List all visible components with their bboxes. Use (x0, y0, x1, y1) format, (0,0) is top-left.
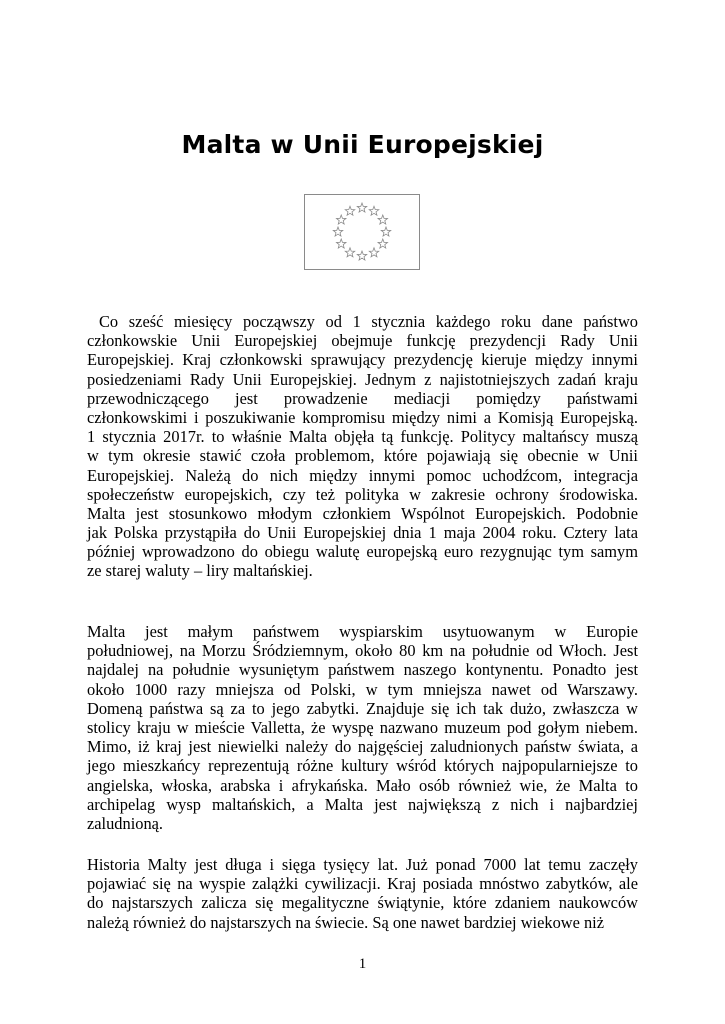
paragraph-line: archipelag wysp maltańskich, a Malta jest największą z nich i najbardziej (87, 794, 638, 814)
paragraph-line: zaludnioną. (87, 813, 164, 833)
paragraph-line: Mimo, iż kraj jest niewielki należy do najgęściej zaludnionych państw świata, a (87, 737, 638, 757)
paragraph-line: Europejskiej. Należą do nich między innymi pomoc uchodźcom, integracja (87, 465, 638, 485)
flag-star-icon (378, 215, 388, 224)
flag-star-icon (369, 206, 379, 215)
paragraph-history (87, 855, 638, 932)
paragraph-line: ze starej waluty – liry maltańskiej. (87, 561, 313, 581)
flag-star-icon (381, 227, 391, 236)
page-number: 1 (358, 956, 367, 972)
paragraph-line: stolicy kraju w mieście Valletta, że wyspę nazwano muzeum pod gołym niebem. (87, 717, 638, 737)
paragraph-line: pojawiać się na wyspie zalążki cywilizacji. Kraj posiada mnóstwo zabytków, ale (87, 874, 638, 894)
paragraph-presidency (87, 312, 638, 581)
paragraph-line: około 1000 razy mniejsza od Polski, w tym mniejsza nawet od Warszawy. (87, 679, 638, 699)
paragraph-line: jego mieszkańcy reprezentują różne kultury wśród których najpopularniejsze to (87, 756, 638, 776)
flag-star-icon (378, 239, 388, 248)
paragraph-line: społeczeństw europejskich, czy też polityka w zakresie ochrony środowiska. (87, 484, 638, 504)
paragraph-line: Domeną państwa są za to jego zabytki. Znajduje się ich tak dużo, zwłaszcza w (87, 698, 638, 718)
paragraph-line: Historia Malty jest długa i sięga tysięcy lat. Już ponad 7000 lat temu zaczęły (87, 855, 638, 874)
flag-star-icon (357, 203, 367, 212)
eu-flag-stars-icon (305, 195, 419, 269)
paragraph-line: jak Polska przystąpiła do Unii Europejskiej dnia 1 maja 2004 roku. Cztery lata (87, 523, 638, 543)
paragraph-geography (87, 622, 638, 833)
paragraph-line: później wprowadzono do obiegu walutę europejską euro rezygnując tym samym (87, 542, 638, 562)
paragraph-line: Europejskiej. Kraj członkowski sprawujący prezydencję kieruje między innymi (87, 350, 638, 370)
paragraph-line: przewodniczącego jest prowadzenie mediacji pomiędzy państwami (87, 388, 638, 408)
paragraph-line: należą również do najstarszych na świecie. Są one nawet bardziej wiekowe niż (87, 912, 604, 932)
paragraph-line: posiedzeniami Rady Unii Europejskiej. Jednym z najistotniejszych zadań kraju (87, 369, 638, 389)
flag-star-icon (345, 206, 355, 215)
paragraph-line: członkowskie Unii Europejskiej obejmuje funkcję prezydencji Rady Unii (87, 331, 638, 351)
paragraph-line: angielska, włoska, arabska i afrykańska. Mało osób również wie, że Malta to (87, 775, 638, 795)
flag-star-icon (336, 215, 346, 224)
paragraph-line: członkowskimi i poszukiwanie kompromisu między nimi a Komisją Europejską. (87, 407, 638, 427)
paragraph-line: Malta jest małym państwem wyspiarskim usytuowanym w Europie (87, 622, 638, 641)
paragraph-line: 1 stycznia 2017r. to właśnie Malta objęła tą funkcję. Politycy maltańscy muszą (87, 427, 638, 447)
paragraph-line: do najstarszych zalicza się megalityczne świątynie, które zdaniem naukowców (87, 893, 638, 913)
flag-star-icon (336, 239, 346, 248)
flag-star-icon (357, 251, 367, 260)
page-title: Malta w Unii Europejskiej (181, 129, 544, 159)
paragraph-line: Co sześć miesięcy począwszy od 1 stycznia każdego roku dane państwo (99, 312, 638, 331)
flag-star-icon (333, 227, 343, 236)
paragraph-line: w tym okresie stawić czoła problemom, które pojawiają się obecnie w Unii (87, 446, 638, 466)
paragraph-line: Malta jest stosunkowo młodym członkiem Wspólnot Europejskich. Podobnie (87, 503, 638, 523)
paragraph-line: najdalej na południe wysuniętym państwem naszego kontynentu. Ponadto jest (87, 660, 638, 680)
paragraph-line: południowej, na Morzu Śródziemnym, około 80 km na południe od Włoch. Jest (87, 641, 638, 661)
eu-flag-icon (304, 194, 420, 270)
flag-star-icon (369, 248, 379, 257)
flag-star-icon (345, 248, 355, 257)
